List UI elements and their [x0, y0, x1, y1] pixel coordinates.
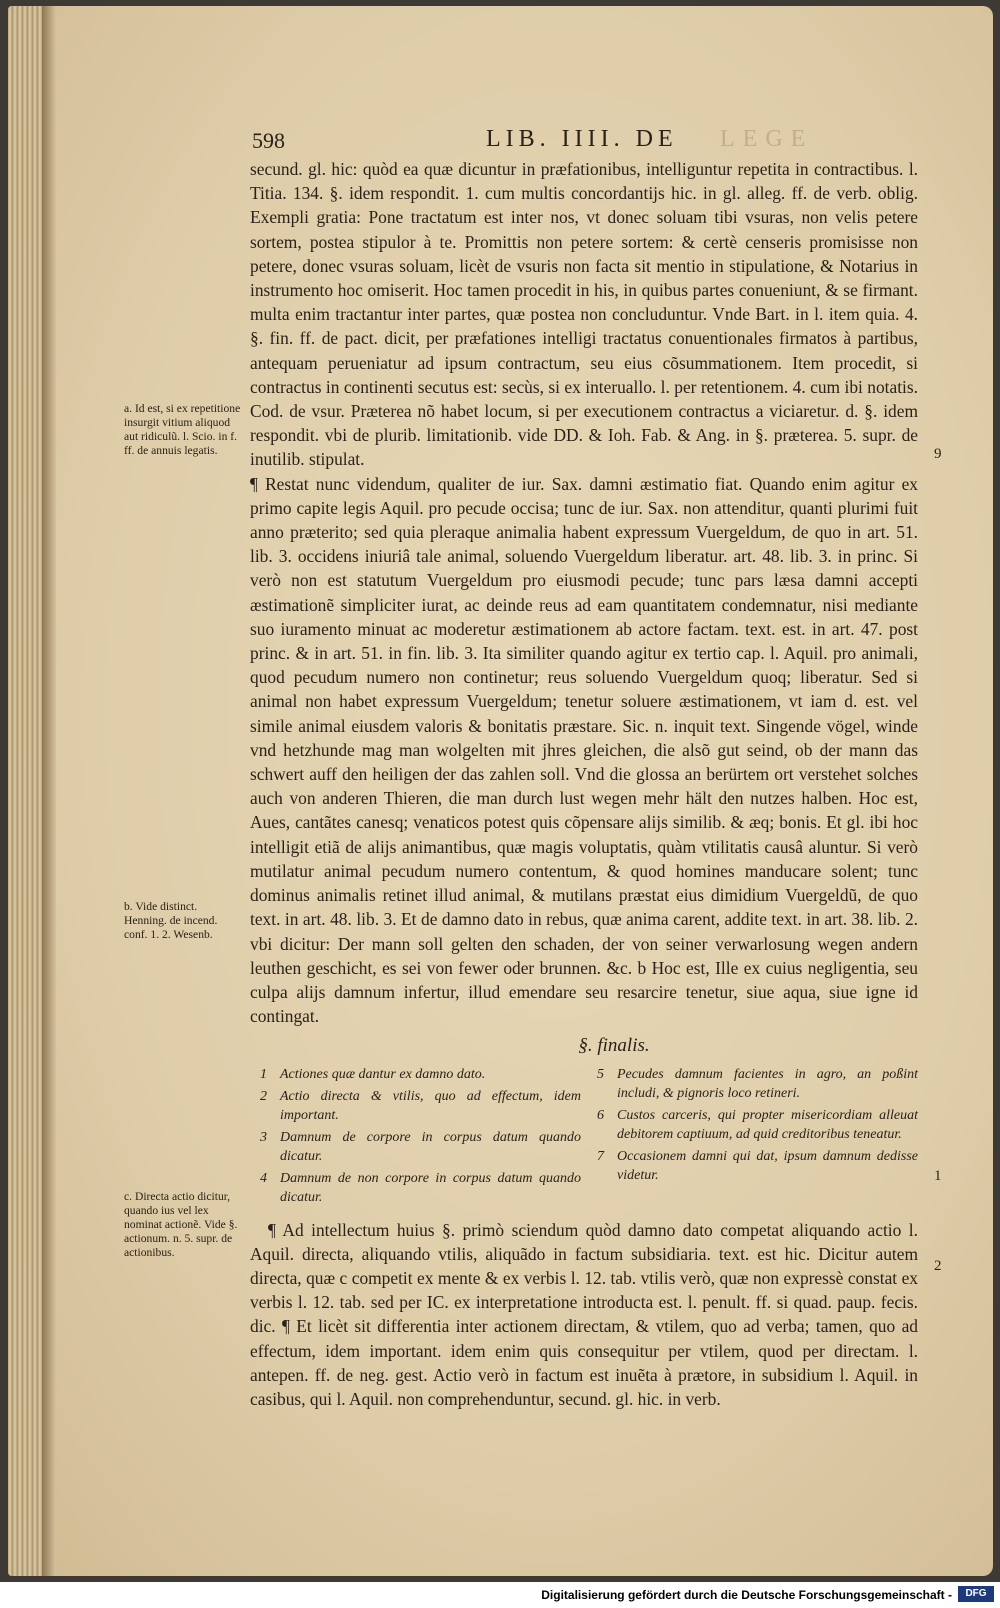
paragraph: secund. gl. hic: quòd ea quæ dicuntur in præfationibus, intelliguntur repetita in contractibus. l. Titia. 134. §. idem respondit. 1. cum multis concordantijs hic. in gl. alleg. ff. de verb. oblig. Exempli gratia: Pone tractatum est inter nos, vt donec soluam tibi vsuras, non velis petere sortem, postea stipulor à te. Promittis non petere sortem: & certè censeris promisisse non petere, donec vsuras soluam, licèt de vsuris non facta sit mentio in stipulatione, & Notarius in instrumento hoc omiserit. Hoc tamen procedit in his, in quibus partes conueniunt, & se firmant. multa enim tractantur inter partes, quæ postea non concluduntur. Vnde Bart. in l. item quia. 4. §. fin. ff. de pact. dicit, per præfationes intelligi tractatus conuentionales firmatos à partibus, antequam perueniatur ad ipsum contractum, seu eius cõsummationem. Item procedit, si contractus in continenti secutus est: secùs, si ex interuallo. l. per retentionem. 4. cum ibi notatis. Cod. de vsur. Præterea nõ habet locum, si per executionem contractus a viciaretur. d. §. idem respondit. vbi de plurib. limitationib. vide DD. & Ioh. Fab. & Ang. in §. præterea. 5. supr. de inutilib. stipulat.: [250, 159, 918, 470]
page-number: 598: [252, 128, 285, 153]
summary-item: 7 Occasionem damni qui dat, ipsum damnum dedisse videtur.: [597, 1148, 918, 1183]
margin-number: 2: [934, 1258, 942, 1274]
summary-item: 1 Actiones quæ dantur ex damno dato.: [260, 1066, 486, 1082]
paragraph: ¶ Restat nunc videndum, qualiter de iur. Sax. damni æstimatio fiat. Quando enim agitur ex primo capite legis Aquil. pro pecude occisa; tunc de iur. Sax. non attenditur, quanti plurimi fuit anno præterito; sed quia pleraque animalia habent expressum Vuergeldum, de quo in art. 51. lib. 3. occidens iniuriâ tale animal, soluendo Vuergeldum liberatur. art. 48. lib. 3. in princ. Si verò non est statutum Vuergeldum pro eiusmodi pecude; tunc pars læsa damni accepti æstimationẽ simpliciter iurat, ac deinde reus ad eam quantitatem condemnatur, nisi mediante suo iuramento minuat ac moderetur æstimationem ab actore factam. text. est. in art. 47. post princ. & in art. 51. in fin. lib. 3. Ita similiter quando agitur ex tertio cap. l. Aquil. pro animali, quod pecudum numero non continetur; reus soluendo Vuergeldum quoq; liberatur. Sed si animal non habet expressum Vuergeldum; tenetur soluere æstimationem, vt iam d. est. vel simile animal eiusdem valoris & bonitatis præstare. Sic. n. inquit text. Singende vögel, winde vnd hetzhunde mag man wolgelten mit jhres gleichen, die alsõ gut seind, ob der mann das schwert auff den heiligen der das zahlen soll. Vnd die glossa an berürtem ort verstehet solches auch von anderen Thieren, die man durch lust wegen mehr hält den nutzes halben. Hoc est, Aues, cantãtes canesq; venaticos potest quis cõpensare alijs similib. & æq; bonis. Et gl. ibi hoc intelligit etiã de alijs animantibus, quæ magis voluptatis, quàm vtilitatis causâ aluntur. Si verò mutilatur animal pecudum numero contentum, & quod homines manducare solent; tunc dominus animalis retinet illud animal, & mutilans præstat eius dimidium Vuergeldũ, de quo text. in art. 48. lib. 3. Et de damno dato in rebus, quæ anima carent, addite text. in art. 38. lib. 2. vbi dicitur: Der mann soll gelten den schaden, der von seiner verwarlosung wegen andern leuthen geschicht, es sei von fewer oder brunnen. &c. b Hoc est, Ille ex cuius negligentia, seu culpa alijs damnum infertur, illud emendare seu resarcire tenetur, siue aqua, siue igne id contingat.: [250, 473, 918, 1027]
main-text: [250, 157, 918, 1411]
section-summary: [260, 1065, 918, 1210]
summary-item: 3 Damnum de corpore in corpus datum quando dicatur.: [260, 1129, 581, 1164]
page-header: [0, 128, 1000, 158]
summary-right-column: [597, 1065, 918, 1210]
summary-item: 5 Pecudes damnum facientes in agro, an poßint includi, & pignoris loco retineri.: [597, 1066, 918, 1101]
summary-item: 4 Damnum de non corpore in corpus datum quando dicatur.: [260, 1170, 581, 1205]
paragraph: ¶ Ad intellectum huius §. primò sciendum quòd damno dato competat aliquando actio l. Aquil. directa, aliquando vtilis, aliquãdo in factum subsidiaria. text. est hic. Dicitur autem directa, quæ c competit ex mente & ex verbis l. 12. tab. vtilis verò, quæ non expressè constat ex verbis l. 12. tab. sed per IC. ex interpretatione introducta est. l. penult. ff. si quad. paup. fecis. dic. ¶ Et licèt sit differentia inter actionem directam, & vtilem, quo ad verba; tamen, quo ad effectum, idem important. idem enim quis consequitur per vtilem, quod per directam. l. antepen. ff. de neg. gest. Actio verò in factum est inuẽta à prætore, in subsidium l. Aquil. in casibus, qui l. Aquil. non comprehenduntur, secund. gl. hic. in verb.: [250, 1219, 918, 1409]
page-edges: [8, 6, 42, 1576]
section-title: §. finalis.: [578, 1035, 650, 1057]
funding-note: Digitalisierung gefördert durch die Deutsche Forschungsgemeinschaft -: [541, 1588, 952, 1602]
margin-note-b: b. Vide distinct. Henning. de incend. conf. 1. 2. Wesenb.: [124, 900, 218, 941]
summary-left-column: [260, 1065, 581, 1210]
summary-item: 6 Custos carceris, qui propter misericordiam alleuat debitorem captiuum, ad quid creditoribus teneatur.: [597, 1107, 918, 1142]
running-head: LIB. IIII. DE: [486, 126, 678, 152]
margin-number: 9: [934, 446, 942, 462]
dfg-logo: DFG: [958, 1586, 994, 1602]
margin-note-a: a. Id est, si ex repetitione insurgit vitium aliquod aut ridiculũ. l. Scio. in f. ff. de annuis legatis.: [124, 402, 241, 457]
page-gutter: [42, 6, 56, 1576]
margin-note-c: c. Directa actio dicitur, quando ius vel lex nominat actionẽ. Vide §. actionum. n. 5. supr. de actionibus.: [124, 1190, 238, 1259]
summary-item: 2 Actio directa & vtilis, quo ad effectum, idem important.: [260, 1088, 581, 1123]
footer-bar: [0, 1582, 1000, 1608]
show-through-text: LEGE: [720, 126, 814, 152]
margin-number: 1: [934, 1168, 942, 1184]
